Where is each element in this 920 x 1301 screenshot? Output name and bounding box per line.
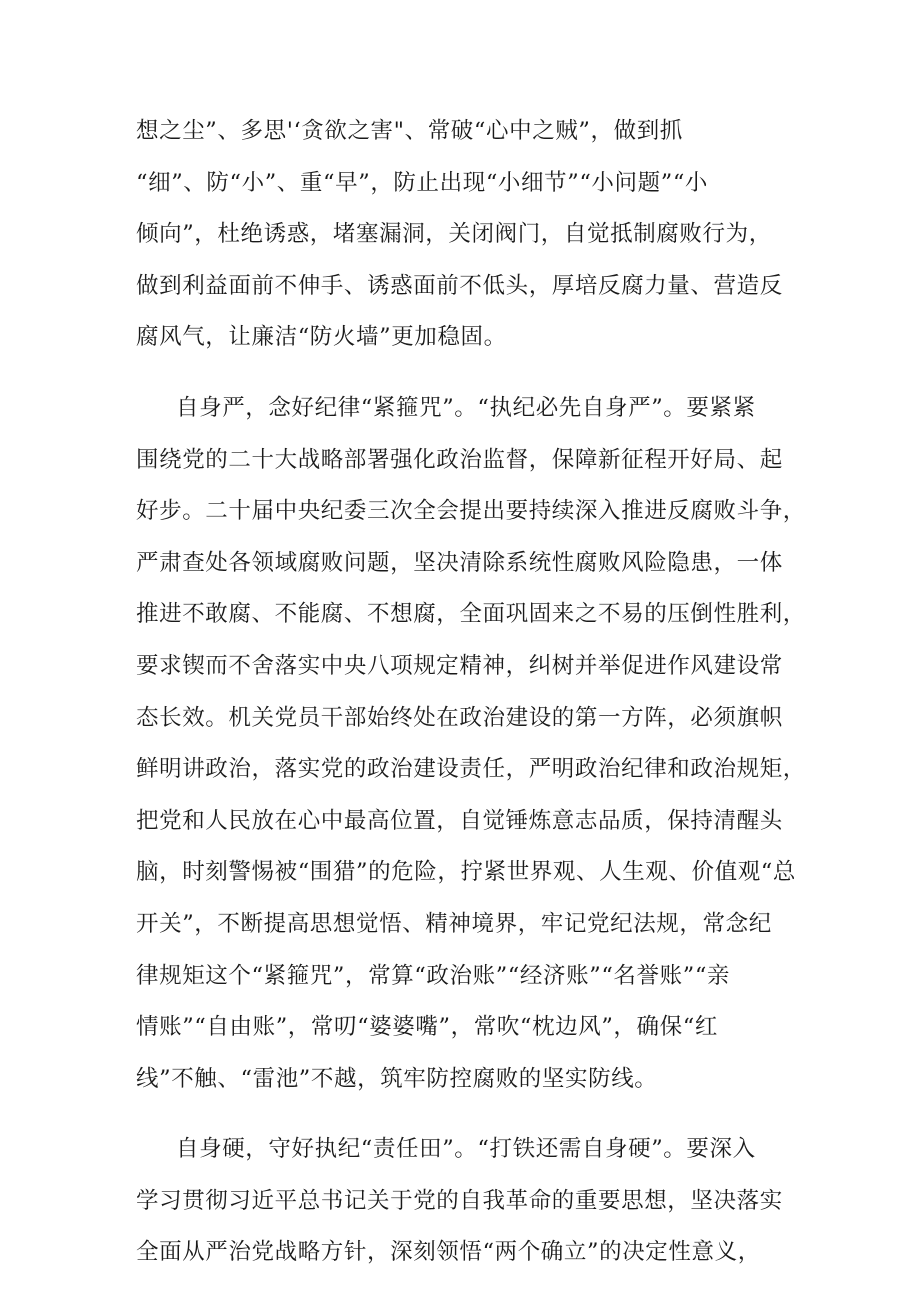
- paragraph-line: 要求锲而不舍落实中央八项规定精神，纠树并举促进作风建设常: [136, 652, 783, 679]
- paragraph-line: 严肃查处各领域腐败问题，坚决清除系统性腐败风险隐患，一体: [136, 549, 783, 576]
- paragraph-line: 围绕党的二十大战略部署强化政治监督，保障新征程开好局、起: [136, 446, 783, 473]
- paragraph-line: 律规矩这个“紧箍咒”，常算“政治账”“经济账”“名誉账”“亲: [136, 962, 731, 989]
- paragraph-line: 腐风气，让廉洁“防火墙”更加稳固。: [136, 324, 507, 351]
- paragraph-line: 脑，时刻警惕被“围猎”的危险，拧紧世界观、人生观、价值观“总: [136, 859, 797, 886]
- paragraph-line: 态长效。机关党员干部始终处在政治建设的第一方阵，必须旗帜: [136, 704, 783, 731]
- paragraph-line: 情账”“自由账”，常叨“婆婆嘴”，常吹“枕边风”，确保“红: [136, 1014, 718, 1041]
- paragraph-line: 开关”，不断提高思想觉悟、精神境界，牢记党纪法规，常念纪: [136, 910, 772, 937]
- paragraph-line: 线”不触、“雷池”不越，筑牢防控腐败的坚实防线。: [136, 1065, 658, 1092]
- paragraph-line: 做到利益面前不伸手、诱惑面前不低头，厚培反腐力量、营造反: [136, 272, 783, 299]
- paragraph-line: 鲜明讲政治，落实党的政治建设责任，严明政治纪律和政治规矩，: [136, 756, 806, 783]
- paragraph-line: 学习贯彻习近平总书记关于党的自我革命的重要思想，坚决落实: [136, 1187, 783, 1214]
- document-body: [136, 106, 806, 1279]
- paragraph-line: 想之尘”、多思'‘贪欲之害"、常破“心中之贼”，做到抓: [136, 118, 683, 144]
- paragraph-line: 全面从严治党战略方针，深刻领悟“两个确立”的决定性意义，: [136, 1239, 761, 1266]
- paragraph-line: “细”、防“小”、重“早”，防止出现“小细节”“小问题”“小: [136, 169, 709, 196]
- paragraph-line: 推进不敢腐、不能腐、不想腐，全面巩固来之不易的压倒性胜利，: [136, 601, 806, 628]
- paragraph-line: 好步。二十届中央纪委三次全会提出要持续深入推进反腐败斗争，: [136, 498, 806, 525]
- paragraph-line: 倾向”，杜绝诱惑，堵塞漏洞，关闭阀门，自觉抵制腐败行为，: [136, 221, 772, 248]
- paragraph-line: 自身硬，守好执纪“责任田”。“打铁还需自身硬”。要深入: [176, 1136, 756, 1163]
- paragraph-line: 自身严，念好纪律“紧箍咒”。“执纪必先自身严”。要紧紧: [176, 394, 756, 421]
- paragraph-line: 把党和人民放在心中最高位置，自觉锤炼意志品质，保持清醒头: [136, 807, 783, 834]
